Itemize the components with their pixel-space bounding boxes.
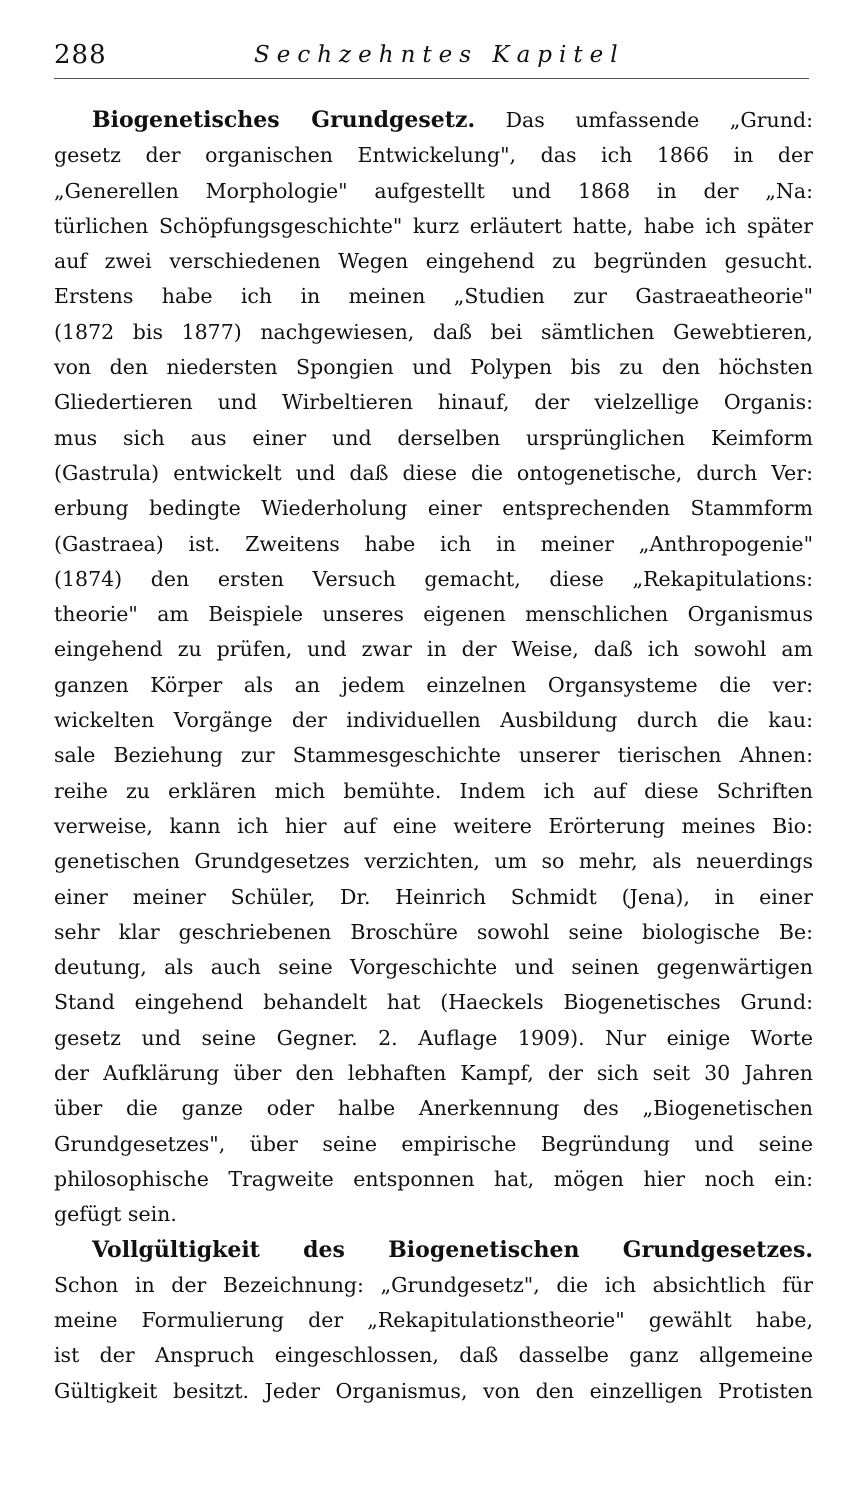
text-line: deutung, als auch seine Vorgeschichte und seinen gegenwärtigen — [54, 955, 813, 980]
text-line: (Gastrula) entwickelt und daß diese die ontogenetische, durch Ver: — [54, 460, 813, 485]
text-line: mus sich aus einer und derselben ursprünglichen Keimform — [54, 425, 813, 450]
page-number: 288 — [54, 40, 107, 70]
text-line: philosophische Tragweite entsponnen hat, mögen hier noch ein: — [54, 1166, 813, 1191]
text-line: sale Beziehung zur Stammesgeschichte unserer tierischen Ahnen: — [54, 743, 813, 768]
text-line: wickelten Vorgänge der individuellen Ausbildung durch die kau: — [54, 708, 813, 733]
text-line: gefügt sein. — [54, 1202, 177, 1227]
text-line: genetischen Grundgesetzes verzichten, um so mehr, als neuerdings — [54, 849, 813, 874]
text-line: auf zwei verschiedenen Wegen eingehend zu begründen gesucht. — [54, 249, 813, 274]
text-line: Erstens habe ich in meinen „Studien zur Gastraeatheorie" — [54, 284, 813, 309]
text-line: ist der Anspruch eingeschlossen, daß dasselbe ganz allgemeine — [54, 1343, 813, 1368]
running-head: Sechzehntes Kapitel — [254, 42, 625, 68]
text-span: Das umfassende „Grund: — [505, 108, 813, 132]
text-line: (1874) den ersten Versuch gemacht, diese „Rekapitulations: — [54, 566, 813, 591]
text-line: Gliedertieren und Wirbeltieren hinauf, der vielzellige Organis: — [54, 390, 813, 415]
page-header — [54, 38, 809, 79]
text-line: erbung bedingte Wiederholung einer entsprechenden Stammform — [54, 496, 813, 521]
text-line: über die ganze oder halbe Anerkennung des „Biogenetischen — [54, 1096, 813, 1121]
text-line: Stand eingehend behandelt hat (Haeckels Biogenetisches Grund: — [54, 990, 813, 1015]
text-line: Gültigkeit besitzt. Jeder Organismus, von den einzelligen Protisten — [54, 1378, 813, 1403]
text-line: Grundgesetzes", über seine empirische Begründung und seine — [54, 1131, 813, 1156]
text-line: eingehend zu prüfen, und zwar in der Weise, daß ich sowohl am — [54, 637, 813, 662]
text-line: sehr klar geschriebenen Broschüre sowohl seine biologische Be: — [54, 919, 813, 944]
text-line: (1872 bis 1877) nachgewiesen, daß bei sämtlichen Gewebtieren, — [54, 319, 813, 344]
text-line: von den niedersten Spongien und Polypen bis zu den höchsten — [54, 355, 813, 380]
text-line: reihe zu erklären mich bemühte. Indem ich auf diese Schriften — [54, 778, 813, 803]
text-line: der Aufklärung über den lebhaften Kampf, der sich seit 30 Jahren — [54, 1061, 813, 1086]
text-line: (Gastraea) ist. Zweitens habe ich in meiner „Anthropogenie" — [54, 531, 813, 556]
text-line — [54, 103, 813, 138]
text-line: verweise, kann ich hier auf eine weitere Erörterung meines Bio: — [54, 813, 813, 838]
text-line: gesetz und seine Gegner. 2. Auflage 1909). Nur einige Worte — [54, 1025, 813, 1050]
text-line: theorie" am Beispiele unseres eigenen menschlichen Organismus — [54, 602, 813, 627]
text-line: meine Formulierung der „Rekapitulationstheorie" gewählt habe, — [54, 1308, 813, 1333]
section-heading: Biogenetisches Grundgesetz. — [92, 107, 476, 133]
text-line: Schon in der Bezeichnung: „Grundgesetz", die ich absichtlich für — [54, 1272, 813, 1297]
text-line: gesetz der organischen Entwickelung", das ich 1866 in der — [54, 143, 813, 168]
text-line: „Generellen Morphologie" aufgestellt und 1868 in der „Na: — [54, 178, 813, 203]
text-line: türlichen Schöpfungsgeschichte" kurz erläutert hatte, habe ich später — [54, 213, 813, 238]
text-line: ganzen Körper als an jedem einzelnen Organsysteme die ver: — [54, 672, 813, 697]
section-heading: Vollgültigkeit des Biogenetischen Grundgesetzes. — [92, 1236, 813, 1263]
text-line: einer meiner Schüler, Dr. Heinrich Schmidt (Jena), in einer — [54, 884, 813, 909]
text-line — [54, 1233, 813, 1268]
body-text — [54, 103, 813, 1409]
